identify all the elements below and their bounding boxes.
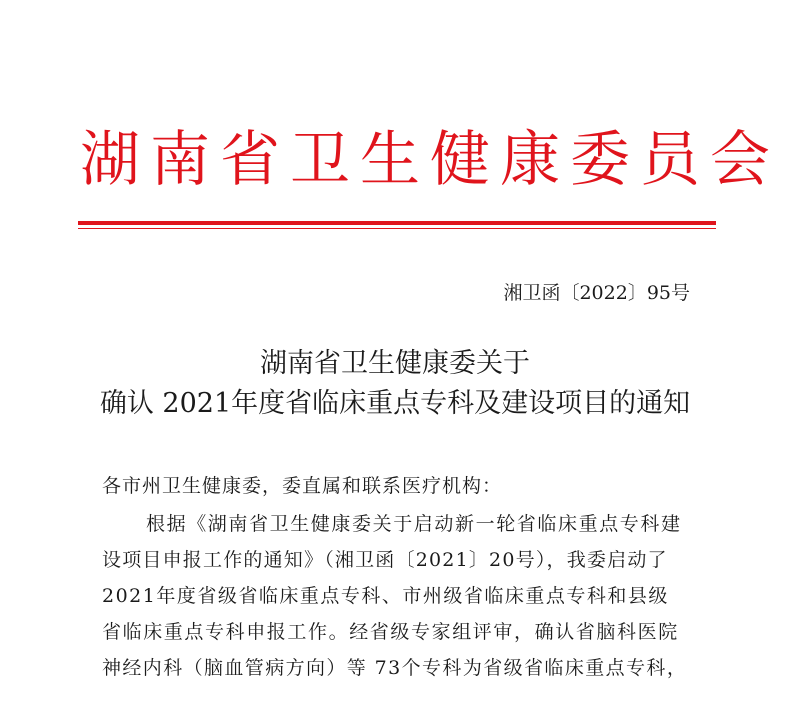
header-red-rule-thin [78, 228, 716, 229]
issuing-authority-header: 湖南省卫生健康委员会 [80, 125, 780, 195]
body-line: 省临床重点专科申报工作。经省级专家组评审，确认省脑科医院 [102, 621, 679, 643]
body-line: 神经内科（脑血管病方向）等 73个专科为省级省临床重点专科， [102, 657, 688, 679]
salutation: 各市州卫生健康委，委直属和联系医疗机构： [102, 475, 503, 497]
body-line: 根据《湖南省卫生健康委关于启动新一轮省临床重点专科建 [146, 513, 682, 535]
document-title-line-2: 确认 2021年度省临床重点专科及建设项目的通知 [99, 388, 691, 419]
document-number: 湘卫函〔2022〕95号 [503, 282, 690, 304]
header-red-rule [78, 221, 716, 225]
body-line: 2021年度省级省临床重点专科、市州级省临床重点专科和县级 [102, 585, 669, 607]
document-title-line-1: 湖南省卫生健康委关于 [260, 348, 530, 379]
body-line: 设项目申报工作的通知》（湘卫函〔2021〕20号），我委启动了 [102, 549, 668, 571]
